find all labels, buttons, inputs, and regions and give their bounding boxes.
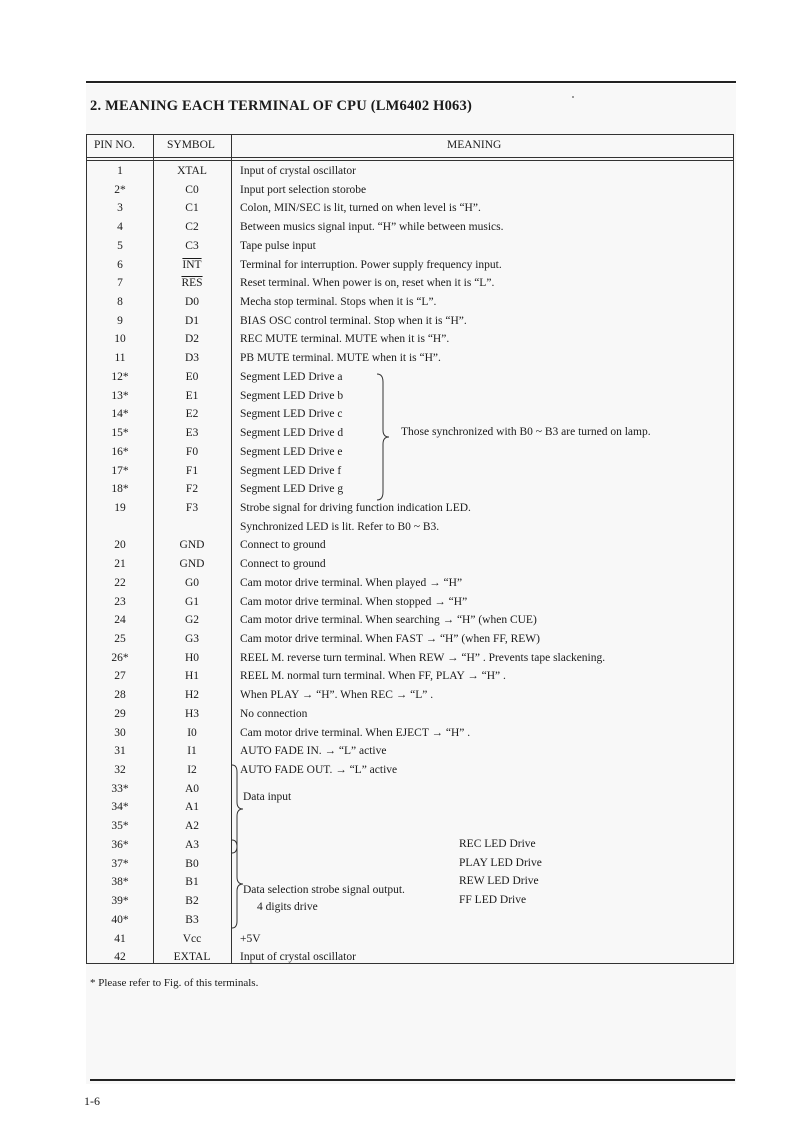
pin-symbol: H2 — [184, 689, 200, 702]
pin-symbol: H1 — [184, 670, 200, 683]
header-symbol: SYMBOL — [167, 139, 215, 151]
pin-number: 33* — [111, 782, 129, 795]
header-pin-no: PIN NO. — [94, 139, 135, 151]
table-row — [87, 930, 733, 949]
table-row — [87, 948, 733, 967]
footnote: * Please refer to Fig. of this terminals. — [90, 977, 259, 989]
pin-number: 39* — [111, 895, 129, 908]
pin-symbol: D1 — [184, 314, 200, 327]
strobe-output-brace — [231, 838, 245, 930]
pin-meaning: No connection — [240, 707, 308, 720]
table-row — [87, 705, 733, 724]
pin-meaning: Input of crystal oscillator — [240, 951, 356, 964]
strobe-output-note: Data selection strobe signal output. — [243, 883, 405, 896]
pin-symbol: D0 — [184, 296, 200, 309]
pin-symbol: G3 — [184, 633, 200, 645]
pin-number: 2* — [114, 183, 126, 196]
pin-number: 3 — [117, 202, 123, 215]
pin-number: 15* — [111, 427, 129, 440]
pin-number: 5 — [117, 239, 123, 252]
table-row — [87, 873, 733, 892]
pin-meaning: BIAS OSC control terminal. Stop when it is “H”. — [240, 314, 467, 327]
pin-number: 25 — [114, 633, 126, 645]
pin-symbol: C3 — [185, 239, 199, 252]
table-row — [87, 218, 733, 237]
table-row — [87, 630, 733, 649]
pin-meaning: Reset terminal. When power is on, reset when it is “L”. — [240, 277, 495, 290]
table-row — [87, 836, 733, 855]
pin-number: 14* — [111, 408, 129, 421]
led-note-b0: REC LED Drive — [459, 837, 536, 850]
pin-meaning: Segment LED Drive e — [240, 445, 343, 458]
pin-symbol: H0 — [184, 651, 200, 664]
pin-symbol: A3 — [184, 838, 200, 851]
table-row — [87, 593, 733, 612]
pin-symbol: A0 — [184, 782, 200, 795]
table-row — [87, 330, 733, 349]
pin-meaning: Segment LED Drive b — [240, 389, 344, 402]
pin-meaning: PB MUTE terminal. MUTE when it is “H”. — [240, 352, 441, 365]
pin-symbol: A1 — [184, 801, 200, 814]
pin-number: 28 — [114, 689, 126, 702]
pin-meaning: AUTO FADE OUT. → “L” active — [240, 764, 398, 777]
pin-symbol: D2 — [184, 333, 200, 346]
pin-number: 26* — [111, 651, 129, 664]
pin-meaning: Cam motor drive terminal. When FAST → “H” (when FF, REW) — [240, 633, 540, 645]
pin-meaning: Segment LED Drive g — [240, 483, 344, 496]
table-row — [87, 499, 733, 518]
pin-symbol: F0 — [185, 445, 199, 458]
top-rule — [86, 81, 736, 83]
pin-meaning: Segment LED Drive a — [240, 370, 343, 383]
led-note-b1: PLAY LED Drive — [459, 856, 542, 869]
table-row — [87, 462, 733, 481]
pin-number: 23 — [114, 595, 126, 608]
pin-number: 40* — [111, 913, 129, 926]
pin-symbol: F3 — [185, 501, 199, 514]
pin-number: 41 — [114, 932, 126, 945]
pin-meaning: Strobe signal for driving function indication LED. — [240, 501, 471, 514]
pin-meaning: Segment LED Drive c — [240, 408, 343, 421]
pin-number: 21 — [114, 558, 126, 571]
pin-meaning: Input port selection storobe — [240, 183, 367, 196]
table-row — [87, 798, 733, 817]
pin-symbol: I1 — [187, 745, 197, 758]
page-title: 2. MEANING EACH TERMINAL OF CPU (LM6402 H063) — [90, 98, 472, 114]
table-row — [87, 724, 733, 743]
pin-number: 42 — [114, 951, 126, 964]
pin-symbol: C2 — [185, 221, 199, 234]
pin-symbol: B0 — [185, 857, 199, 870]
pin-number: 19 — [114, 501, 126, 514]
pin-number: 36* — [111, 838, 129, 851]
pin-number: 24 — [114, 614, 126, 627]
pin-symbol: G1 — [184, 595, 200, 608]
pin-symbol: G2 — [184, 614, 200, 627]
pin-number: 17* — [111, 464, 129, 477]
pin-symbol: I0 — [187, 726, 197, 739]
pin-meaning: REEL M. normal turn terminal. When FF, PLAY → “H” . — [240, 670, 506, 683]
terminal-table — [86, 134, 734, 964]
scan-speck — [572, 96, 574, 98]
pin-symbol: E0 — [185, 370, 199, 383]
pin-meaning: Cam motor drive terminal. When played → “H” — [240, 576, 463, 589]
pin-number: 6 — [117, 258, 123, 271]
pin-symbol: GND — [179, 539, 205, 552]
segment-brace — [375, 372, 391, 502]
pin-symbol: E2 — [185, 408, 199, 421]
pin-symbol: F2 — [185, 483, 199, 496]
pin-number: 18* — [111, 483, 129, 496]
page-number: 1-6 — [84, 1094, 100, 1108]
pin-number: 20 — [114, 539, 126, 552]
table-row — [87, 780, 733, 799]
table-row — [87, 199, 733, 218]
table-row — [87, 649, 733, 668]
table-row — [87, 686, 733, 705]
table-row — [87, 911, 733, 930]
pin-meaning: AUTO FADE IN. → “L” active — [240, 745, 387, 758]
pin-meaning: Segment LED Drive d — [240, 427, 344, 440]
pin-meaning: Cam motor drive terminal. When stopped → “H” — [240, 595, 468, 608]
pin-number: 29 — [114, 707, 126, 720]
pin-number: 37* — [111, 857, 129, 870]
pin-number: 11 — [114, 352, 126, 365]
led-note-b2: REW LED Drive — [459, 875, 539, 888]
pin-symbol: D3 — [184, 352, 200, 365]
pin-meaning: Cam motor drive terminal. When EJECT → “H” . — [240, 726, 471, 739]
pin-number: 12* — [111, 370, 129, 383]
pin-number: 27 — [114, 670, 126, 683]
pin-number: 8 — [117, 296, 123, 309]
table-row — [87, 536, 733, 555]
table-row — [87, 368, 733, 387]
header-meaning: MEANING — [447, 139, 502, 151]
pin-symbol: E1 — [185, 389, 199, 402]
table-row — [87, 349, 733, 368]
pin-symbol: C1 — [185, 202, 199, 215]
strobe-digits-note: 4 digits drive — [257, 900, 318, 913]
pin-number: 32 — [114, 764, 126, 777]
table-row — [87, 162, 733, 181]
pin-number: 30 — [114, 726, 126, 739]
table-row — [87, 181, 733, 200]
led-note-b3: FF LED Drive — [459, 894, 527, 907]
pin-number: 7 — [117, 277, 123, 290]
pin-number: 38* — [111, 876, 129, 889]
table-row — [87, 761, 733, 780]
pin-symbol: XTAL — [177, 165, 207, 177]
header-rule — [87, 157, 733, 158]
header-rule — [87, 160, 733, 161]
table-row — [87, 742, 733, 761]
table-row — [87, 574, 733, 593]
pin-number: 9 — [117, 314, 123, 327]
pin-symbol: $\overline{INT}$ — [182, 258, 202, 271]
table-row — [87, 892, 733, 911]
pin-symbol: EXTAL — [173, 951, 211, 964]
pin-number: 1 — [117, 165, 123, 177]
table-row — [87, 237, 733, 256]
bottom-rule — [90, 1079, 735, 1081]
table-row — [87, 555, 733, 574]
pin-symbol: E3 — [185, 427, 199, 440]
pin-meaning: Segment LED Drive f — [240, 464, 342, 477]
pin-number: 22 — [114, 576, 126, 589]
table-row — [87, 405, 733, 424]
pin-meaning: Tape pulse input — [240, 239, 316, 252]
pin-number: 16* — [111, 445, 129, 458]
pin-symbol: B3 — [185, 913, 199, 926]
pin-number: 34* — [111, 801, 129, 814]
pin-meaning: REEL M. reverse turn terminal. When REW → “H” . Prevents tape slackening. — [240, 651, 606, 664]
pin-symbol: B2 — [185, 895, 199, 908]
pin-meaning: +5V — [240, 932, 261, 945]
table-row — [87, 274, 733, 293]
pin-symbol: GND — [179, 558, 205, 571]
pin-number: 31 — [114, 745, 126, 758]
pin-symbol: B1 — [185, 876, 199, 889]
pin-symbol: H3 — [184, 707, 200, 720]
table-row — [87, 293, 733, 312]
pin-meaning: Terminal for interruption. Power supply frequency input. — [240, 258, 502, 271]
pin-meaning: Between musics signal input. “H” while between musics. — [240, 221, 504, 234]
table-row — [87, 480, 733, 499]
table-row — [87, 667, 733, 686]
pin-number: 4 — [117, 221, 123, 234]
pin-symbol: Vcc — [182, 932, 202, 945]
pin-symbol: $\overline{RES}$ — [181, 277, 203, 290]
pin-symbol: F1 — [185, 464, 199, 477]
table-row — [87, 387, 733, 406]
table-row — [87, 855, 733, 874]
pin-meaning: Mecha stop terminal. Stops when it is “L”. — [240, 296, 437, 309]
data-input-note: Data input — [243, 790, 292, 803]
table-row — [87, 611, 733, 630]
pin-symbol: C0 — [185, 183, 199, 196]
table-row — [87, 256, 733, 275]
segment-group-note: Those synchronized with B0 ~ B3 are turned on lamp. — [401, 426, 651, 439]
pin-symbol: I2 — [187, 764, 197, 777]
pin-symbol: G0 — [184, 576, 200, 589]
pin-meaning: Synchronized LED is lit. Refer to B0 ~ B3. — [240, 520, 440, 533]
pin-number: 35* — [111, 820, 129, 833]
pin-meaning: Cam motor drive terminal. When searching → “H” (when CUE) — [240, 614, 537, 627]
table-row — [87, 443, 733, 462]
pin-meaning: Colon, MIN/SEC is lit, turned on when level is “H”. — [240, 202, 481, 215]
pin-symbol: A2 — [184, 820, 200, 833]
pin-meaning: REC MUTE terminal. MUTE when it is “H”. — [240, 333, 450, 346]
pin-number: 10 — [114, 333, 126, 346]
pin-meaning: Connect to ground — [240, 558, 326, 571]
pin-meaning: Input of crystal oscillator — [240, 165, 356, 177]
table-row — [87, 312, 733, 331]
table-row — [87, 518, 733, 537]
pin-meaning: Connect to ground — [240, 539, 326, 552]
pin-meaning: When PLAY → “H”. When REC → “L” . — [240, 689, 434, 702]
pin-number: 13* — [111, 389, 129, 402]
table-row — [87, 817, 733, 836]
